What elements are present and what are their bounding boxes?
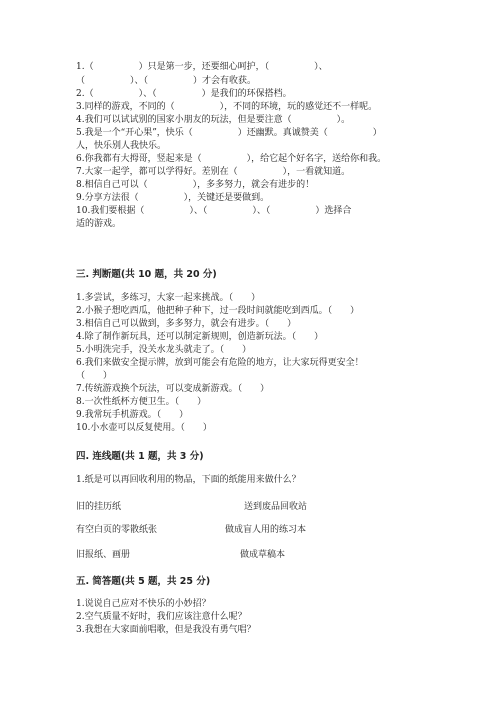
fill-line-7: 人，快乐别人我快乐。 — [76, 141, 167, 151]
fill-line-1: 1.（ ）只是第一步，还要细心呵护，（ ）、 — [76, 62, 328, 72]
judge-line-6: 6.我们来做安全提示牌，放到可能会有危险的地方，让大家玩得更安全！ — [76, 358, 364, 368]
judge-line-7: （ ） — [76, 371, 113, 381]
fill-line-3: 2.（ ）、（ ）是我们的环保搭档。 — [76, 89, 292, 99]
match-right-2[interactable]: 做成盲人用的练习本 — [225, 525, 307, 535]
match-question: 1.纸是可以再回收利用的物品，下面的纸能用来做什么？ — [76, 475, 301, 485]
judge-line-9: 8.一次性纸杯方便卫生。（ ） — [76, 397, 207, 407]
fill-line-6: 5.我是一个“开心果”，快乐（ ）还幽默。真诚赞美（ ） — [76, 128, 382, 138]
judge-line-4: 4.除了制作新玩具，还可以制定新规则，创造新玩法。（ ） — [76, 332, 324, 342]
match-left-3[interactable]: 旧报纸、画册 — [76, 550, 131, 560]
fill-line-8: 6.你我都有大拇哥，竖起来是（ ），给它起个好名字，送给你和我。 — [76, 154, 387, 164]
judge-line-3: 3.相信自己可以做到，多多努力，就会有进步。（ ） — [76, 319, 297, 329]
judge-line-10: 9.我常玩手机游戏。（ ） — [76, 410, 189, 420]
fill-line-13: 适的游戏。 — [76, 219, 122, 229]
fill-line-4: 3.同样的游戏，不同的（ ），不同的环境，玩的感觉还不一样呢。 — [76, 102, 378, 112]
match-right-3[interactable]: 做成草稿本 — [240, 550, 286, 560]
fill-line-2: （ ）、（ ）才会有收获。 — [76, 76, 257, 86]
fill-line-10: 8.相信自己可以（ ），多多努力，就会有进步的！ — [76, 180, 315, 190]
short-line-3: 3.我想在大家面前唱歌，但是我没有勇气唱？ — [76, 625, 256, 635]
fill-line-11: 9.分享方法很（ ），关键还是要做到。 — [76, 193, 270, 203]
judge-line-2: 2.小猴子想吃西瓜，他把种子种下，过一段时间就能吃到西瓜。（ ） — [76, 306, 360, 316]
match-right-1[interactable]: 送到废品回收站 — [244, 502, 308, 512]
short-heading: 五. 简答题(共 5 题，共 25 分) — [76, 576, 211, 587]
judge-line-5: 5.小明洗完手，没关水龙头就走了。（ ） — [76, 345, 252, 355]
judge-line-11: 10.小水壶可以反复使用。（ ） — [76, 423, 212, 433]
fill-line-12: 10.我们要根据（ ）、（ ）、（ ）选择合 — [76, 206, 352, 216]
match-heading: 四. 连线题(共 1 题，共 3 分) — [76, 451, 204, 462]
fill-line-5: 4.我们可以试试别的国家小朋友的玩法，但是要注意（ ）。 — [76, 115, 351, 125]
fill-line-9: 7.大家一起学，都可以学得好。差别在（ ），一看就知道。 — [76, 167, 351, 177]
match-left-2[interactable]: 有空白页的零散纸张 — [76, 525, 158, 535]
judge-line-1: 1.多尝试，多练习，大家一起来挑战。（ ） — [76, 293, 261, 303]
judge-heading: 三. 判断题(共 10 题，共 20 分) — [76, 269, 217, 280]
short-line-2: 2.空气质量不好时，我们应该注意什么呢？ — [76, 612, 247, 622]
match-left-1[interactable]: 旧的挂历纸 — [76, 502, 122, 512]
short-line-1: 1.说说自己应对不快乐的小妙招？ — [76, 599, 211, 609]
judge-line-8: 7.传统游戏换个玩法，可以变成新游戏。（ ） — [76, 384, 270, 394]
